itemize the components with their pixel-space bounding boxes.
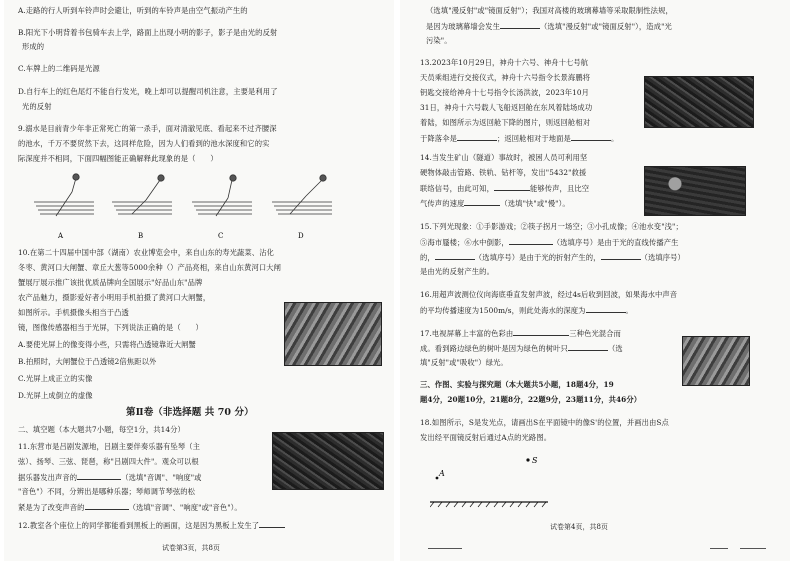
q14-blank-1[interactable] (494, 183, 530, 191)
q10-option-d: D.光屏上成倒立的虚像 (18, 391, 93, 400)
mine-rescue-photo (644, 166, 746, 216)
q17-stem-2: 成。看到路边绿色的树叶是因为绿色的树叶只 （选 (420, 344, 623, 353)
crab-photo (284, 302, 382, 366)
q9-figure-c (192, 175, 252, 216)
q14-stem-3: 联络信号，由此可知， 能够传声，且比空 (420, 184, 590, 193)
section-3-header-2: 题4分，20题10分，21题8分，22题9分，23题11分，共46分） (420, 395, 642, 404)
q12-cont-1: （选填"漫反射"或"镜面反射"）；我国对高楼的玻璃幕墙等采取限制性法规， (426, 6, 673, 15)
q11-blank-2[interactable] (85, 502, 129, 510)
q12-blank-1[interactable] (259, 520, 285, 528)
q8-option-a: A.走路的行人听到车铃声时会避让，听到的车铃声是由空气振动产生的 (18, 6, 248, 15)
point-a-label: A (439, 469, 445, 478)
q15-stem-4: 是由光的反射产生的。 (420, 267, 494, 276)
q15-blank-2[interactable] (435, 252, 475, 260)
q17-blank-2[interactable] (568, 343, 608, 351)
q10-stem-4: 农产品魅力，摄影爱好者小明用手机拍摄了黄河口大闸蟹， (18, 293, 211, 302)
q10-stem-1: 10.在第二十四届中国中部（湖南）农业博览会中，来自山东的寿光蔬菜、沾化 (18, 248, 274, 257)
mirror-hatching (430, 502, 546, 507)
q10-option-a: A.要使光屏上的像变得小些，只需将凸透镜靠近大闸蟹 (18, 340, 196, 349)
q9-label-c: C (218, 232, 224, 240)
q16-stem-1: 16.用超声波测位仪向海底垂直发射声波，经过4s后收到回波，如果海水中声音 (420, 290, 678, 299)
q12-cont-2: 是因为玻璃幕墙会发生 （选填"漫反射"或"镜面反射"），造成"光 (426, 22, 672, 31)
q13-blank-1[interactable] (457, 133, 497, 141)
q16-stem-2: 的平均传播速度为1500m/s，则此处海水的深度为 。 (420, 306, 633, 315)
q8-option-b: B.阳光下小明背着书包骑车去上学，路面上出现小明的影子，影子是由光的反射 (18, 28, 278, 37)
q18-stem-2: 发出经平面镜反射后通过A点的光路图。 (420, 433, 552, 442)
q9-figure-b (112, 175, 172, 214)
q18-mirror-diagram (430, 448, 630, 518)
q10-stem-3: 蟹展厅展示推广该批优质品牌向全国展示"好品山东"品牌 (18, 278, 203, 287)
q17-stem-1: 17.电视屏幕上丰富的色彩由 三种色光混合而 (420, 329, 622, 338)
q9-figure-d (272, 175, 332, 214)
footer-rule-left (428, 548, 462, 549)
q13-stem-2: 天员乘组进行交接仪式，神舟十六号指令长景海鹏将 (420, 73, 591, 82)
q15-stem-3: 的， （选填序号）是由于光的折射产生的， （选填序号） (420, 253, 685, 262)
q15-blank-3[interactable] (601, 252, 641, 260)
return-capsule-photo (644, 76, 754, 128)
q13-stem-4: 31日，神舟十六号载人飞船返回舱在东风着陆场成功 (420, 103, 593, 112)
q10-stem-2: 冬枣、黄河口大闸蟹、章丘大葱等5000余种（）产品亮相，来自山东黄河口大闸 (18, 263, 282, 272)
q11-stem-1: 11.东营市是吕剧发源地，吕剧主要伴奏乐器有坠琴（主 (18, 442, 201, 451)
q9-stem-1: 9.溺水是目前青少年非正常死亡的第一杀手，面对清澈见底、看起来不过齐腰深 (18, 124, 277, 133)
q13-blank-2[interactable] (571, 133, 611, 141)
q9-stem-3: 际深度并不相同，下面四幅图能正确解释此现象的是（ ） (18, 154, 218, 163)
q11-stem-2: 弦）、扬琴、三弦、琵琶，称"吕剧四大件"。观众可以根 (18, 457, 199, 466)
q15-stem-1: 15.下列光现象：①手影游戏；②筷子拐月一场空；③小孔成像；④池水变"浅"； (420, 222, 683, 231)
lu-opera-photo (272, 432, 384, 490)
q10-stem-6: 镜，图像传感器相当于光屏，下列说法正确的是（ ） (18, 323, 203, 332)
q13-stem-3: 钥匙交接给神舟十七号指令长汤洪波，2023年10月 (420, 88, 589, 97)
q8-option-b-cont: 形成的 (22, 42, 45, 51)
q18-stem-1: 18.如图所示，S是发光点，请画出S在平面镜中的像S'的位置，并画出由S点 (420, 418, 669, 427)
q12-stem-1: 12.教室各个座位上的同学都能看到黑板上的画面，这是因为黑板上发生了 (18, 520, 285, 531)
q9-label-a: A (58, 232, 64, 240)
q10-stem-5: 如图所示。手机摄像头相当于凸透 (18, 308, 129, 317)
q13-stem-1: 13.2023年10月29日，神舟十六号、神舟十七号航 (420, 58, 589, 67)
q11-stem-5: 紧是为了改变声音的 （选填"音调"、"响度"或"音色"）。 (18, 503, 242, 512)
q17-blank-1[interactable] (513, 328, 569, 336)
q14-stem-4: 气传声的速度 （选填"快"或"慢"）。 (420, 199, 570, 208)
q15-stem-2: ⑤海市蜃楼；⑥水中倒影， （选填序号）是由于光的直线传播产生 (420, 238, 679, 247)
tv-screen-photo (682, 336, 750, 386)
q14-blank-2[interactable] (464, 198, 500, 206)
q17-stem-3: 填"反射"或"吸收"）绿光。 (420, 358, 508, 367)
page-footer-left: 试卷第3页，共8页 (162, 544, 220, 552)
q12-blank-2[interactable] (500, 21, 540, 29)
q13-stem-5: 着陆，如图所示为返回舱下降的图片，则返回舱相对 (420, 118, 591, 127)
q14-stem-2: 硬物体敲击管路、铁轨、钻杆等，发出"5432"救援 (420, 168, 587, 177)
q9-stem-2: 的池水，千万不要贸然下去，这同样危险，因为人们看到的池水深度和它的实 (18, 139, 270, 148)
q10-option-b: B.拍照时，大闸蟹位于凸透镜2倍焦距以外 (18, 357, 157, 366)
q15-blank-1[interactable] (509, 237, 553, 245)
q8-option-c: C.车牌上的二维码是光源 (18, 64, 100, 73)
exam-page-right (400, 0, 790, 561)
q11-blank-1[interactable] (77, 472, 121, 480)
q9-refraction-figures (34, 170, 334, 242)
point-s-marker (526, 458, 529, 461)
q8-option-d-cont: 光的反射 (22, 102, 52, 111)
q11-stem-4: "音色"）不同，分辨出是哪种乐器；琴师调节琴弦的松 (18, 487, 196, 496)
section-2-title: 第Ⅱ卷（非选择题 共 70 分） (126, 407, 254, 418)
q12-cont-3: 污染"。 (426, 36, 452, 45)
point-a-marker (436, 477, 439, 480)
q13-stem-6: 于降落伞是 ；返回舱相对于地面是 。 (420, 134, 619, 143)
section-3-header-1: 三、作图、实验与探究题（本大题共5小题，18题4分，19 (420, 380, 614, 389)
q9-label-d: D (298, 232, 304, 240)
fill-in-section-header: 二、填空题（本大题共7小题，每空1分，共14分） (18, 425, 185, 434)
point-s-label: S (532, 456, 538, 465)
q8-option-d: D.自行车上的红色尾灯不能自行发光，晚上却可以提醒司机注意，主要是利用了 (18, 87, 278, 96)
q10-option-c: C.光屏上成正立的实像 (18, 374, 93, 383)
q9-figure-a (34, 174, 94, 216)
q14-stem-1: 14.当发生矿山（隧道）事故时，被困人员可利用坚 (420, 153, 588, 162)
q16-blank-1[interactable] (586, 305, 626, 313)
footer-rule-right-2 (740, 548, 766, 549)
footer-rule-right-1 (710, 548, 728, 549)
q11-stem-3: 据乐器发出声音的 （选填"音调"、"响度"或 (18, 473, 202, 482)
page-footer-right: 试卷第4页，共8页 (550, 523, 608, 531)
q9-label-b: B (138, 232, 144, 240)
exam-page-left (4, 0, 394, 561)
